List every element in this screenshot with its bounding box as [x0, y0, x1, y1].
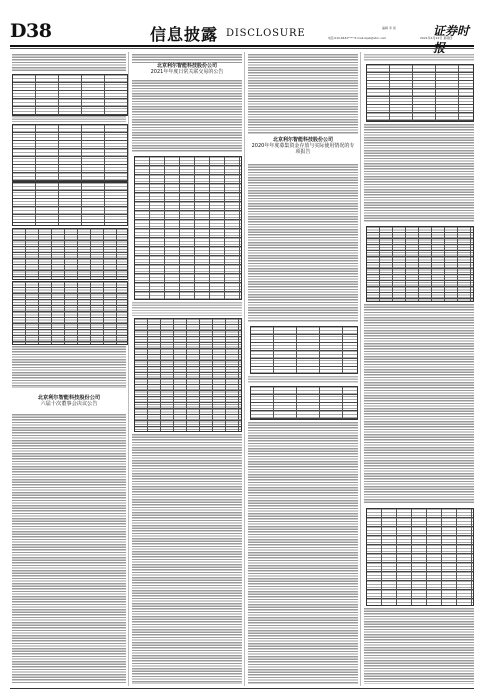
masthead-rule — [10, 45, 474, 47]
column-divider — [128, 52, 129, 686]
announcement-title: 六届十次董事会决议公告 — [40, 400, 98, 407]
announcement-title: 2021年年度日常关联交易的公告 — [150, 68, 224, 75]
body-text — [248, 164, 358, 322]
announcement-company: 北京利尔智能科技股份公司 — [272, 137, 333, 143]
masthead-rule-thin — [10, 48, 474, 49]
editor-roles: 编辑 李 爽 — [382, 26, 396, 30]
body-text — [132, 302, 242, 316]
data-table — [134, 318, 242, 432]
body-text — [364, 54, 474, 62]
body-text — [248, 422, 358, 684]
data-table — [12, 182, 128, 226]
data-table — [12, 228, 128, 280]
data-table — [134, 156, 242, 300]
announcement-company: 北京利尔智能科技股份公司 — [156, 63, 217, 69]
body-text — [364, 608, 474, 684]
announcement-company: 北京利尔智能科技股份公司 — [37, 395, 101, 401]
body-text — [12, 116, 126, 122]
body-text — [12, 346, 126, 388]
data-table — [12, 74, 128, 116]
announcement-heading — [14, 396, 124, 408]
announcement-title: 2020年年度募集资金存放与实际使用情况的专项报告 — [251, 142, 355, 155]
data-table — [250, 326, 358, 374]
data-table — [366, 64, 474, 122]
data-table — [250, 386, 358, 420]
body-text — [248, 54, 358, 134]
body-text — [12, 54, 126, 72]
data-table — [366, 226, 474, 302]
announcement-heading — [250, 138, 356, 155]
data-table — [366, 508, 474, 606]
data-table — [12, 124, 128, 182]
page-number: D38 — [10, 20, 52, 42]
editor-contact: 电话:010-6632**** E-mail:zqsb@stcn.com — [328, 36, 387, 40]
section-title: 信息披露 — [150, 25, 219, 44]
body-text — [132, 80, 242, 152]
body-text — [12, 414, 126, 684]
column-divider — [244, 52, 245, 686]
masthead — [10, 22, 474, 44]
section-title-en: DISCLOSURE — [226, 28, 306, 39]
body-text — [364, 124, 474, 222]
publication-date: 2021年4月22日 星期四 — [420, 36, 453, 40]
announcement-heading — [134, 64, 240, 76]
footer-rule — [10, 688, 474, 689]
newspaper-logo: 证券时 — [433, 24, 470, 38]
body-text — [248, 376, 358, 384]
data-table — [12, 281, 128, 345]
column-divider — [360, 52, 361, 686]
body-text — [132, 434, 242, 684]
body-text — [364, 304, 474, 504]
